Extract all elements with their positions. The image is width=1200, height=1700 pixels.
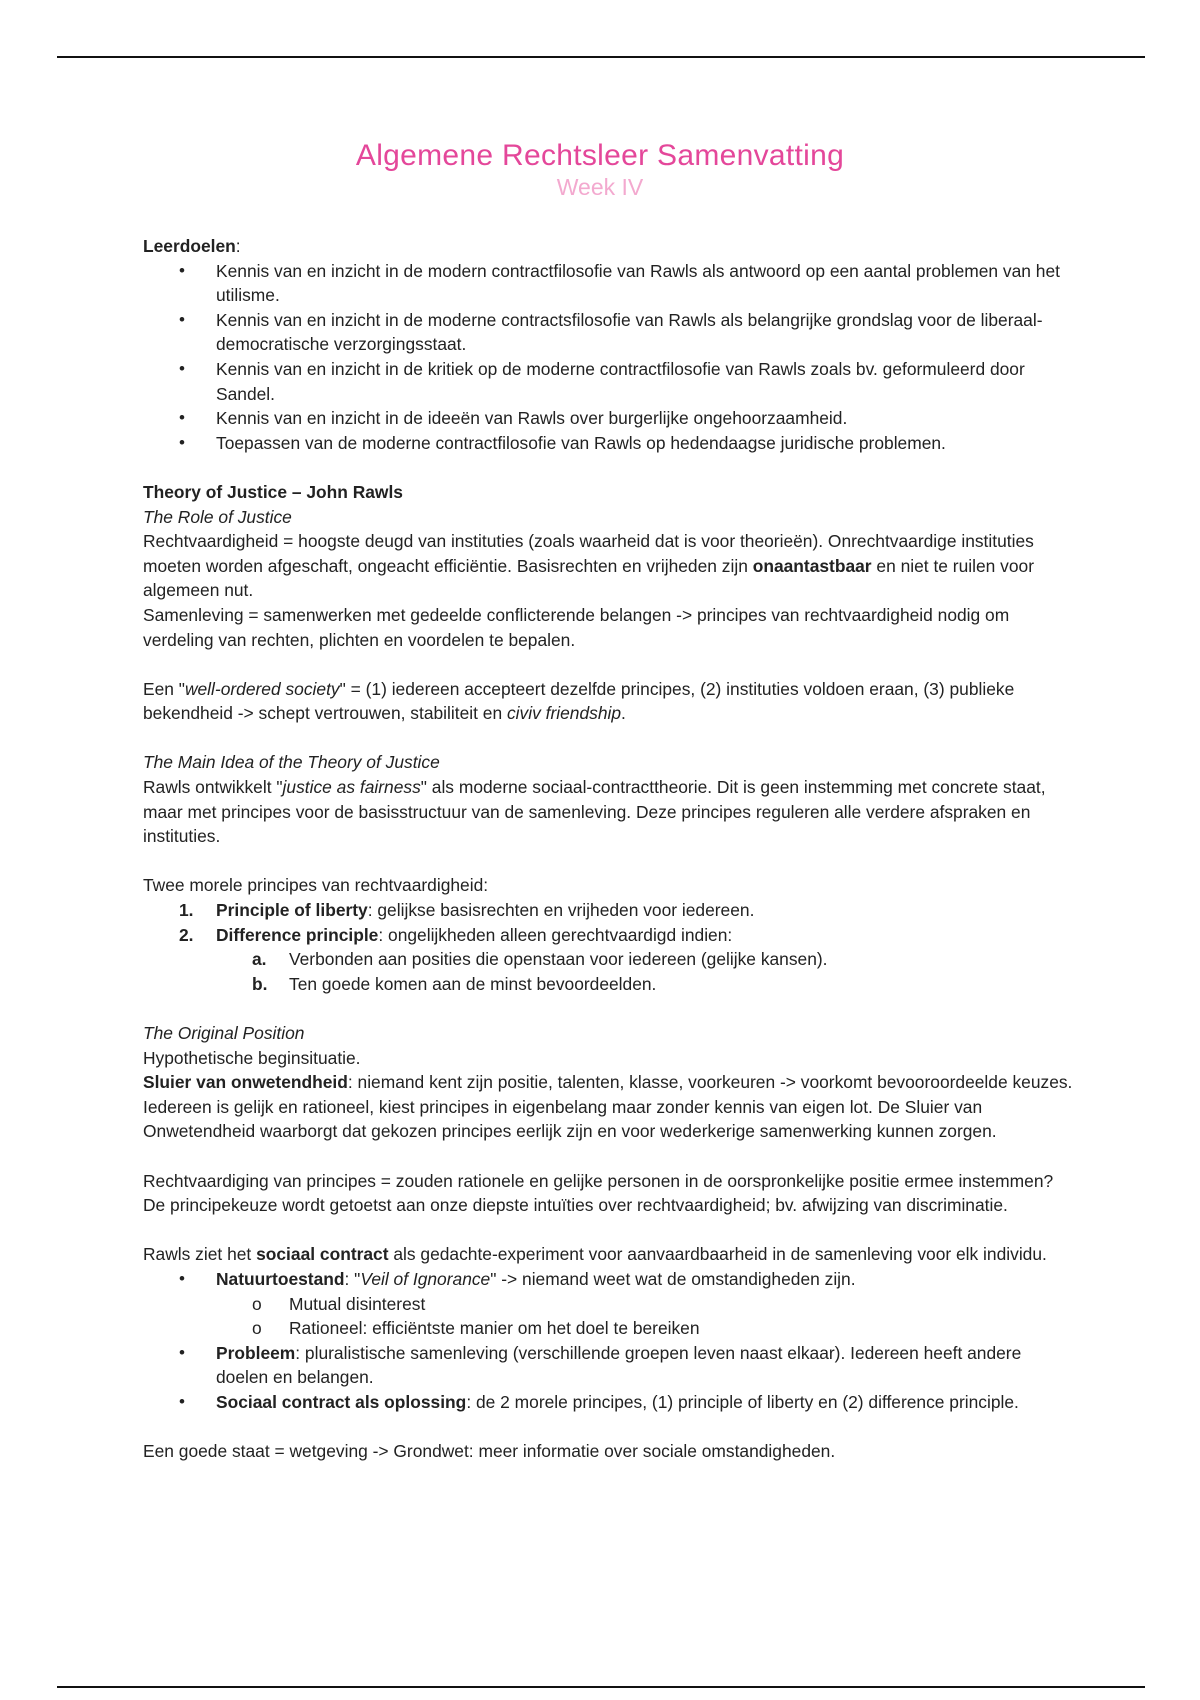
leerdoelen-colon: : <box>235 236 241 256</box>
social-contract-list <box>143 1267 1073 1415</box>
leerdoelen-list <box>143 259 1073 456</box>
text-span: " = (1) iedereen accepteert dezelfde principes, (2) instituties voldoen eraan, (3) publieke bekendheid -> schept vertrouwen, stabiliteit en <box>143 678 1015 724</box>
natuurtoestand-sublist <box>216 1292 1073 1341</box>
paragraph-main-idea <box>143 775 1073 849</box>
principle-name: Principle of liberty <box>216 900 368 921</box>
text-span: en niet te ruilen voor algemeen nut. <box>143 555 1034 601</box>
bold-term: Sociaal contract als oplossing <box>216 1391 467 1412</box>
italic-term: well-ordered society <box>184 678 340 699</box>
list-marker: o <box>252 1318 262 1339</box>
section-heading-theory: Theory of Justice – John Rawls <box>143 481 403 502</box>
list-item: • Kennis van en inzicht in de moderne contractsfilosofie van Rawls als belangrijke grondslag voor de liberaal-democratische verzorgingsstaat. <box>143 308 1073 357</box>
list-number: 1. <box>179 900 194 921</box>
text-span: Rechtvaardigheid = hoogste deugd van instituties (zoals waarheid dat is voor theorieën). Onrechtvaardige instituties moeten worden afgeschaft, ongeacht efficiëntie. Basisrechten en vrijheden zijn <box>143 531 1034 576</box>
list-item <box>143 1267 1073 1341</box>
document-body <box>143 234 1073 1464</box>
list-item: • Kennis van en inzicht in de ideeën van Rawls over burgerlijke ongehoorzaamheid. <box>143 406 1073 431</box>
principles-list <box>143 898 1073 996</box>
list-number: 2. <box>179 924 194 945</box>
subheading-main-idea: The Main Idea of the Theory of Justice <box>143 752 440 773</box>
italic-term: civiv friendship <box>506 703 622 724</box>
leerdoelen-label: Leerdoelen <box>143 236 236 256</box>
paragraph-closing: Een goede staat = wetgeving -> Grondwet: meer informatie over sociale omstandigheden. <box>143 1441 836 1462</box>
text-span: : " <box>344 1268 361 1289</box>
list-item: • Toepassen van de moderne contractfilosofie van Rawls op hedendaagse juridische problemen. <box>143 431 1073 456</box>
list-item <box>216 972 1073 997</box>
text-span: als gedachte-experiment voor aanvaardbaarheid in de samenleving voor elk individu. <box>388 1244 1047 1265</box>
subheading-original-position: The Original Position <box>143 1023 305 1043</box>
subpoint-text: Verbonden aan posities die openstaan voor iedereen (gelijke kansen). <box>289 949 828 970</box>
list-item <box>216 1316 1073 1341</box>
principle-name: Difference principle <box>216 924 379 945</box>
text-span: : pluralistische samenleving (verschillende groepen leven naast elkaar). Iedereen heeft andere doelen en belangen. <box>216 1342 1022 1388</box>
text-span: . <box>621 703 626 724</box>
bottom-rule <box>57 1686 1145 1688</box>
list-marker: o <box>252 1293 262 1314</box>
subheading-role-of-justice: The Role of Justice <box>143 506 292 527</box>
bold-term: Natuurtoestand <box>216 1268 345 1289</box>
subitem-text: Mutual disinterest <box>289 1293 426 1314</box>
paragraph-role-1 <box>143 529 1073 603</box>
document-title: Algemene Rechtsleer Samenvatting <box>355 139 845 172</box>
text-span: " -> niemand weet wat de omstandigheden zijn. <box>490 1268 856 1289</box>
paragraph-justification: Rechtvaardiging van principes = zouden rationele en gelijke personen in de oorspronkelijke positie ermee instemmen? De principekeuze wordt getoetst aan onze diepste intuïties over rechtvaardigheid; bv. afwijzing van discriminatie. <box>143 1170 1054 1216</box>
list-item: • Kennis van en inzicht in de modern contractfilosofie van Rawls als antwoord op een aantal problemen van het utilisme. <box>143 259 1073 308</box>
leerdoelen-heading <box>143 234 1073 259</box>
paragraph-veil <box>143 1070 1073 1144</box>
text-span: : niemand kent zijn positie, talenten, klasse, voorkeuren -> voorkomt bevooroordeelde keuzes. Iedereen is gelijk en rationeel, kiest principes in eigenbelang maar zonder kennis van eigen lot. De Sluier van Onwetendheid waarborgt dat gekozen principes eerlijk zijn en voor wederkerige samenwerking kunnen zorgen. <box>143 1072 1073 1142</box>
bold-term: Sluier van onwetendheid <box>143 1072 348 1093</box>
subitem-text: Rationeel: efficiëntste manier om het doel te bereiken <box>289 1318 700 1339</box>
bold-term: sociaal contract <box>256 1244 389 1265</box>
subpoints-list <box>216 947 1073 996</box>
paragraph-well-ordered <box>143 677 1073 726</box>
list-item <box>216 947 1073 972</box>
italic-term: Veil of Ignorance <box>360 1268 491 1289</box>
list-item <box>216 1292 1073 1317</box>
subpoint-text: Ten goede komen aan de minst bevoordeelden. <box>289 973 657 994</box>
text-span: Rawls ontwikkelt " <box>143 777 283 798</box>
list-item <box>143 923 1073 997</box>
text-span: Rawls ziet het <box>143 1244 257 1265</box>
principle-text: : ongelijkheden alleen gerechtvaardigd indien: <box>378 924 733 945</box>
list-item: • Kennis van en inzicht in de kritiek op de moderne contractfilosofie van Rawls zoals bv. geformuleerd door Sandel. <box>143 357 1073 406</box>
paragraph-role-2: Samenleving = samenwerken met gedeelde conflicterende belangen -> principes van rechtvaardigheid nodig om verdeling van rechten, plichten en voordelen te bepalen. <box>143 604 1010 650</box>
bold-term: onaantastbaar <box>752 555 872 576</box>
paragraph-original-1: Hypothetische beginsituatie. <box>143 1047 361 1068</box>
text-span: " als moderne sociaal-contracttheorie. Dit is geen instemming met concrete staat, maar met principes voor de basisstructuur van de samenleving. Deze principes reguleren alle verdere afspraken en instituties. <box>143 777 1046 847</box>
list-item <box>143 898 1073 923</box>
list-item <box>143 1341 1073 1390</box>
bold-term: Probleem <box>216 1342 296 1363</box>
top-rule <box>57 56 1145 58</box>
text-span: Een " <box>143 678 185 699</box>
list-letter: a. <box>252 949 267 970</box>
list-item <box>143 1390 1073 1415</box>
principle-text: : gelijkse basisrechten en vrijheden voor iedereen. <box>367 900 755 921</box>
list-letter: b. <box>252 973 268 994</box>
italic-term: justice as fairness <box>282 777 421 798</box>
document-subtitle: Week IV <box>556 174 644 200</box>
title-block <box>0 138 1200 200</box>
paragraph-social-contract <box>143 1242 1073 1267</box>
text-span: : de 2 morele principes, (1) principle of liberty en (2) difference principle. <box>466 1391 1019 1412</box>
principles-intro: Twee morele principes van rechtvaardigheid: <box>143 875 489 896</box>
